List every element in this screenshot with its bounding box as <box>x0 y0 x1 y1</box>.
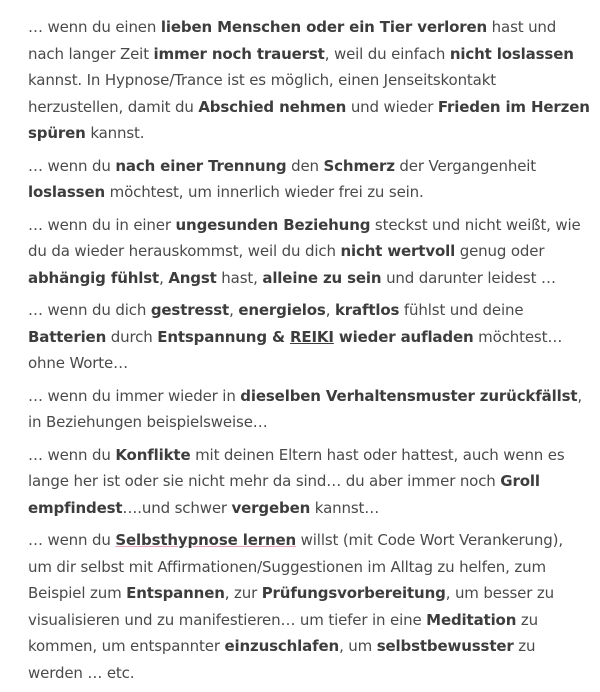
text: der Vergangenheit <box>394 156 537 175</box>
text: fühlst und deine <box>399 301 524 319</box>
text: ….und schwer <box>122 498 232 517</box>
text: kannst… <box>310 498 380 517</box>
text: … wenn du <box>28 445 116 464</box>
inline-link[interactable]: REIKI <box>290 327 334 346</box>
text: , <box>159 268 169 287</box>
text: , in Beziehungen beispielsweise… <box>28 386 583 431</box>
bold-text: Groll empfindest <box>28 472 540 517</box>
bold-text: abhängig fühlst <box>28 268 160 287</box>
bold-text: Abschied nehmen <box>198 97 347 116</box>
bold-text: Konflikte <box>115 445 191 464</box>
text: kannst. <box>85 124 145 142</box>
text: zu kommen, um entspannter <box>28 610 538 655</box>
text: durch <box>106 327 158 346</box>
paragraph <box>28 297 590 377</box>
bold-text: wieder aufladen <box>333 327 474 346</box>
bold-text: Frieden im Herzen spüren <box>28 97 590 142</box>
bold-text: selbstbewusster <box>376 637 514 655</box>
text: … wenn du dich <box>28 301 151 319</box>
bold-text: nicht loslassen <box>449 44 574 63</box>
text: , um <box>339 637 377 655</box>
bold-text: gestresst <box>150 301 230 319</box>
text: kannst. In Hypnose/Trance ist es möglich, einen Jenseitskontakt herzustellen, damit du <box>28 71 496 116</box>
bold-text: ungesunden Beziehung <box>175 215 371 234</box>
text: mit deinen Eltern hast oder hattest, auch wenn es lange her ist oder sie nicht mehr da sind… du aber immer noch <box>28 445 565 490</box>
text: , <box>229 301 239 319</box>
bold-text: nach einer Trennung <box>115 156 287 175</box>
text: willst (mit Code Wort Verankerung), um dir selbst mit Affirmationen/Suggestionen im Alltag zu helfen, zum Beispiel zum <box>28 531 563 602</box>
text: … wenn du in einer <box>28 215 176 234</box>
article-body <box>28 14 590 692</box>
bold-text: energielos <box>238 301 326 319</box>
bold-text: Meditation <box>426 610 517 629</box>
paragraph <box>28 527 590 686</box>
paragraph <box>28 212 590 292</box>
text: hast, <box>216 268 263 287</box>
text: möchtest… ohne Worte… <box>28 327 563 372</box>
text: möchtest, um innerlich wieder frei zu sein. <box>105 183 424 201</box>
bold-text: nicht wertvoll <box>340 242 456 260</box>
bold-text: Entspannen <box>126 584 225 602</box>
bold-text: vergeben <box>231 498 311 517</box>
bold-text: dieselben Verhaltensmuster zurückfällst <box>240 386 578 405</box>
text: und wieder <box>346 97 438 116</box>
text: … wenn du einen <box>28 18 161 36</box>
bold-text: lieben Menschen oder ein Tier verloren <box>160 18 488 36</box>
bold-text: alleine zu sein <box>262 268 382 287</box>
bold-text: Angst <box>168 268 217 287</box>
text: genug oder <box>455 242 545 260</box>
text: , um besser zu visualisieren und zu manifestieren… um tiefer in eine <box>28 584 554 629</box>
text: und darunter leidest … <box>381 268 556 287</box>
bold-text: Prüfungsvorbereitung <box>261 584 446 602</box>
inline-link[interactable]: Selbsthypnose lernen <box>115 531 297 549</box>
bold-text: immer noch trauerst <box>153 44 325 63</box>
bold-text: loslassen <box>28 183 105 201</box>
paragraph <box>28 442 590 522</box>
bold-text: Schmerz <box>323 156 395 175</box>
text: , weil du einfach <box>324 44 450 63</box>
text: steckst und nicht weißt, wie du da wieder herauskommst, weil du dich <box>28 215 581 260</box>
bold-text: Batterien <box>28 327 107 346</box>
bold-text: Entspannung & <box>157 327 290 346</box>
paragraph <box>28 383 590 436</box>
text: den <box>286 156 324 175</box>
bold-text: einzuschlafen <box>224 637 340 655</box>
bold-text: kraftlos <box>334 301 400 319</box>
text: , zur <box>224 584 262 602</box>
text: hast und nach langer Zeit <box>28 18 557 63</box>
text: … wenn du <box>28 531 116 549</box>
paragraph <box>28 14 590 147</box>
text: … wenn du <box>28 156 116 175</box>
paragraph <box>28 153 590 206</box>
text: , <box>325 301 335 319</box>
text: zu werden … etc. <box>28 637 536 682</box>
text: … wenn du immer wieder in <box>28 386 241 405</box>
